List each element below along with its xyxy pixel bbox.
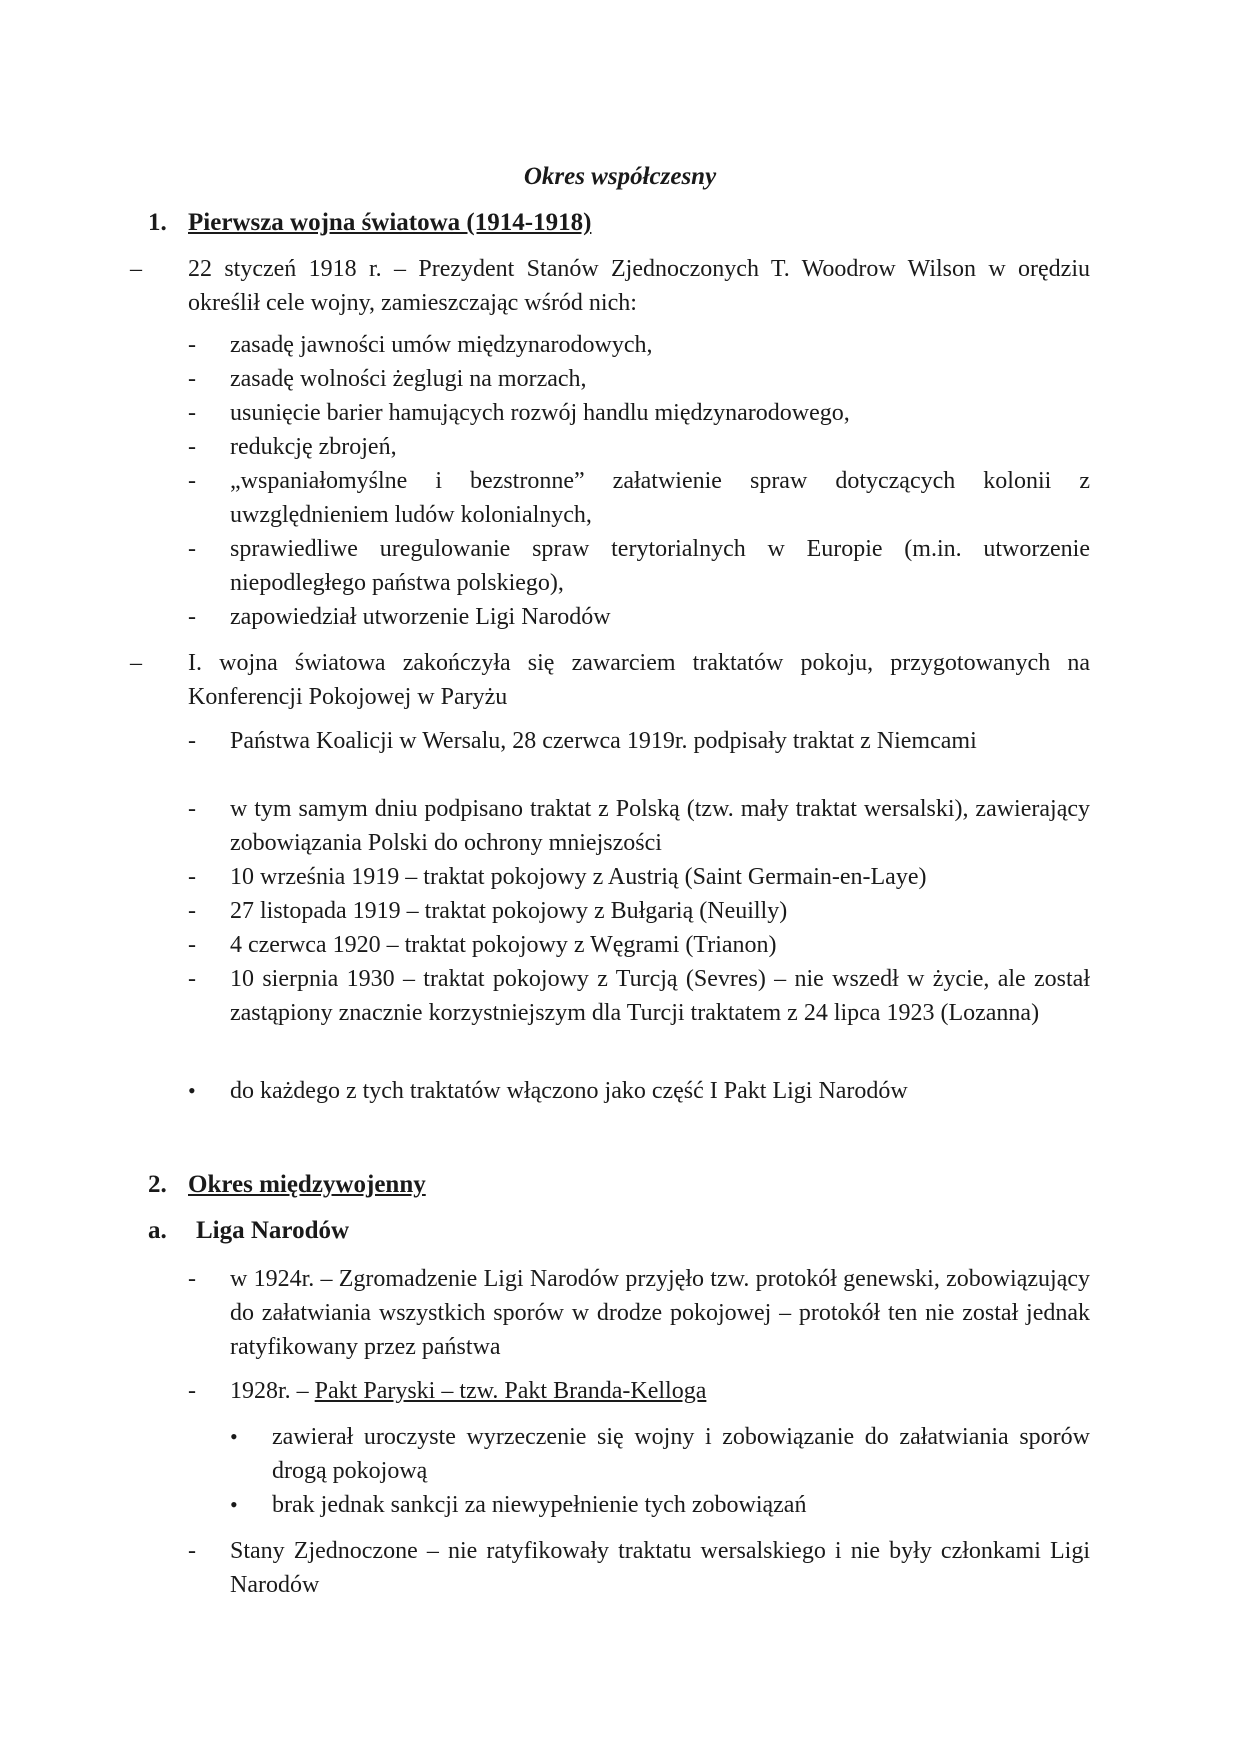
dash-marker: - bbox=[188, 468, 196, 494]
list-item bbox=[188, 396, 1090, 430]
dash-marker: - bbox=[188, 400, 196, 426]
list-item bbox=[188, 894, 1090, 928]
list-item-text: w tym samym dniu podpisano traktat z Polską (tzw. mały traktat wersalski), zawierający zobowiązania Polski do ochrony mniejszości bbox=[230, 796, 1090, 856]
list-item bbox=[188, 724, 1090, 758]
section-number: 2. bbox=[148, 1171, 167, 1198]
war-end-text: I. wojna światowa zakończyła się zawarciem traktatów pokoju, przygotowanych na Konferencji Pokojowej w Paryżu bbox=[188, 650, 1090, 710]
list-item-text: 10 sierpnia 1930 – traktat pokojowy z Turcją (Sevres) – nie wszedł w życie, ale został zastąpiony znacznie korzystniejszym dla Turcji traktatem z 24 lipca 1923 (Lozanna) bbox=[230, 966, 1090, 1026]
list-item-text: w 1924r. – Zgromadzenie Ligi Narodów przyjęło tzw. protokół genewski, zobowiązujący do załatwiania wszystkich sporów w drodze pokojowej – protokół ten nie został jednak ratyfikowany przez państwa bbox=[230, 1266, 1090, 1360]
list-item-text: 10 września 1919 – traktat pokojowy z Austrią (Saint Germain-en-Laye) bbox=[230, 864, 927, 890]
dash-marker: - bbox=[188, 1378, 196, 1404]
bullet-marker: • bbox=[230, 1492, 238, 1517]
list-item-text: Państwa Koalicji w Wersalu, 28 czerwca 1919r. podpisały traktat z Niemcami bbox=[230, 728, 977, 754]
list-item bbox=[188, 792, 1090, 860]
list-item bbox=[188, 1374, 1090, 1408]
war-end-paragraph bbox=[130, 646, 1090, 714]
section-title: Pierwsza wojna światowa (1914-1918) bbox=[188, 209, 592, 236]
list-item-text: zapowiedział utworzenie Ligi Narodów bbox=[230, 604, 611, 630]
list-item bbox=[188, 464, 1090, 532]
list-item bbox=[188, 362, 1090, 396]
list-item-text: usunięcie barier hamujących rozwój handlu międzynarodowego, bbox=[230, 400, 850, 426]
dash-marker: - bbox=[188, 864, 196, 890]
list-item bbox=[188, 430, 1090, 464]
bullet-point bbox=[230, 1420, 1090, 1488]
subsection-title: Liga Narodów bbox=[196, 1217, 350, 1244]
dash-marker: - bbox=[188, 1266, 196, 1292]
dash-marker: - bbox=[188, 796, 196, 822]
list-item bbox=[188, 600, 1090, 634]
intro-paragraph bbox=[130, 252, 1090, 320]
bullet-point-text: zawierał uroczyste wyrzeczenie się wojny i zobowiązanie do załatwiania sporów drogą pokojową bbox=[272, 1424, 1090, 1484]
dash-marker: - bbox=[188, 366, 196, 392]
intro-text: 22 styczeń 1918 r. – Prezydent Stanów Zjednoczonych T. Woodrow Wilson w orędziu określił cele wojny, zamieszczając wśród nich: bbox=[188, 256, 1090, 316]
pact-name: Pakt Paryski – tzw. Pakt Branda-Kelloga bbox=[314, 1378, 707, 1404]
list-item-text: „wspaniałomyślne i bezstronne” załatwienie spraw dotyczących kolonii z uwzględnieniem ludów kolonialnych, bbox=[230, 468, 1090, 528]
dash-marker: - bbox=[188, 1538, 196, 1564]
list-item-text: 27 listopada 1919 – traktat pokojowy z Bułgarią (Neuilly) bbox=[230, 898, 788, 924]
bullet-marker: • bbox=[188, 1078, 196, 1103]
bullet-note bbox=[188, 1074, 1090, 1108]
dash-marker: - bbox=[188, 728, 196, 754]
list-item bbox=[188, 962, 1090, 1030]
list-item bbox=[188, 860, 1090, 894]
section-title: Okres międzywojenny bbox=[188, 1171, 426, 1198]
dash-marker: - bbox=[188, 536, 196, 562]
list-item-text: redukcję zbrojeń, bbox=[230, 434, 397, 460]
section-number: 1. bbox=[148, 209, 167, 236]
bullet-note-text: do każdego z tych traktatów włączono jako część I Pakt Ligi Narodów bbox=[230, 1078, 908, 1104]
list-item-text: sprawiedliwe uregulowanie spraw terytorialnych w Europie (m.in. utworzenie niepodległego państwa polskiego), bbox=[230, 536, 1090, 596]
dash-marker: - bbox=[188, 604, 196, 630]
dash-marker: – bbox=[130, 256, 142, 282]
list-item-text: zasadę jawności umów międzynarodowych, bbox=[230, 332, 653, 358]
dash-marker: - bbox=[188, 932, 196, 958]
document-title: Okres współczesny bbox=[523, 163, 717, 190]
bullet-point bbox=[230, 1488, 1090, 1522]
list-item-text: 4 czerwca 1920 – traktat pokojowy z Węgrami (Trianon) bbox=[230, 932, 777, 958]
list-item-text: Stany Zjednoczone – nie ratyfikowały traktatu wersalskiego i nie były członkami Ligi Narodów bbox=[230, 1538, 1090, 1598]
list-item bbox=[188, 1534, 1090, 1602]
list-item-prefix: 1928r. – bbox=[230, 1378, 315, 1404]
list-item bbox=[188, 532, 1090, 600]
bullet-point-text: brak jednak sankcji za niewypełnienie tych zobowiązań bbox=[272, 1492, 807, 1518]
subsection-letter: a. bbox=[148, 1217, 167, 1244]
bullet-marker: • bbox=[230, 1424, 238, 1449]
dash-marker: - bbox=[188, 332, 196, 358]
section-2-heading bbox=[148, 1168, 426, 1202]
subsection-a-heading bbox=[148, 1214, 349, 1248]
list-item-text: zasadę wolności żeglugi na morzach, bbox=[230, 366, 587, 392]
list-item bbox=[188, 928, 1090, 962]
dash-marker: – bbox=[130, 650, 142, 676]
list-item bbox=[188, 1262, 1090, 1364]
list-item bbox=[188, 328, 1090, 362]
dash-marker: - bbox=[188, 898, 196, 924]
dash-marker: - bbox=[188, 966, 196, 992]
dash-marker: - bbox=[188, 434, 196, 460]
section-1-heading bbox=[148, 206, 591, 240]
